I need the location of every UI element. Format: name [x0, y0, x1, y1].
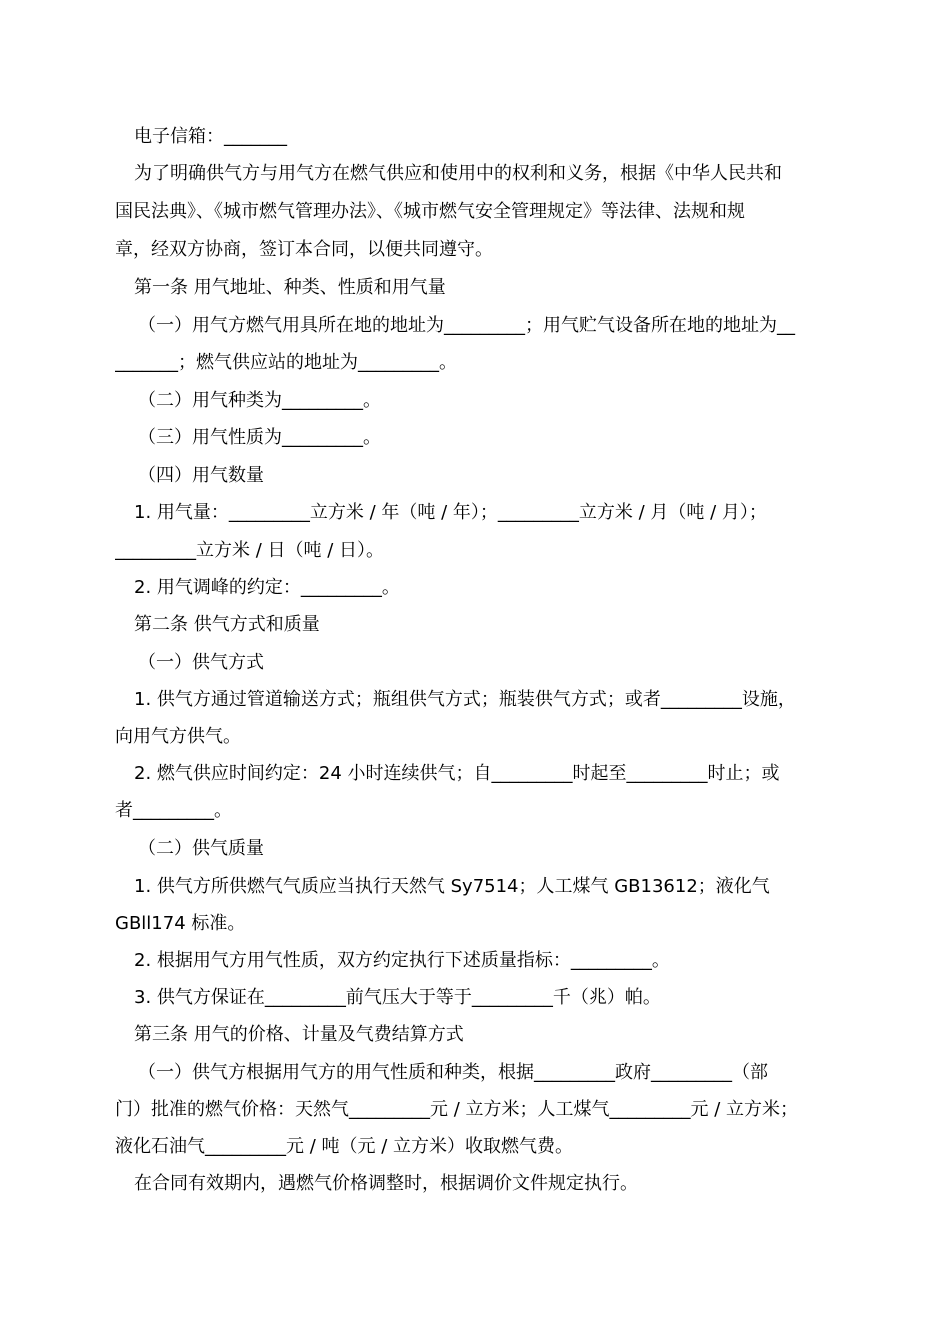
preamble-line-3: 章，经双方协商，签订本合同，以便共同遵守。 [115, 239, 493, 260]
clause-line: （三）用气性质为_________。 [138, 427, 381, 448]
clause-line: _________立方米 / 日（吨 / 日）。 [115, 540, 385, 561]
clause-line: 在合同有效期内，遇燃气价格调整时，根据调价文件规定执行。 [134, 1173, 638, 1194]
clause-line: 向用气方供气。 [115, 726, 241, 747]
clause-line: （一）用气方燃气用具所在地的地址为_________；用气贮气设备所在地的地址为__ [138, 315, 795, 336]
clause-line: （一）供气方式 [138, 652, 264, 673]
clause-line: （一）供气方根据用气方的用气性质和种类，根据_________政府_________（部 [138, 1062, 768, 1083]
clause-line: 3. 供气方保证在_________前气压大于等于_________千（兆）帕。 [134, 987, 661, 1008]
clause-line: 1. 供气方通过管道输送方式；瓶组供气方式；瓶装供气方式；或者_________设施， [134, 689, 796, 710]
article-2-heading: 第二条 供气方式和质量 [134, 614, 320, 635]
clause-line: （四）用气数量 [138, 465, 264, 486]
clause-line: GBll174 标准。 [115, 913, 246, 934]
article-3-heading: 第三条 用气的价格、计量及气费结算方式 [134, 1024, 464, 1045]
email-line: 电子信箱：_______ [134, 126, 287, 147]
clause-line: 1. 供气方所供燃气气质应当执行天然气 Sy7514；人工煤气 GB13612；液化气 [134, 876, 770, 897]
clause-line: 2. 燃气供应时间约定：24 小时连续供气；自_________时起至_________时止；或 [134, 763, 780, 784]
clause-line: 者_________。 [115, 800, 232, 821]
clause-line: _______；燃气供应站的地址为_________。 [115, 352, 457, 373]
clause-line: 2. 用气调峰的约定：_________。 [134, 577, 400, 598]
clause-line: 液化石油气_________元 / 吨（元 / 立方米）收取燃气费。 [115, 1136, 574, 1157]
clause-line: 1. 用气量：_________立方米 / 年（吨 / 年）；_________立方米 / 月（吨 / 月）； [134, 502, 767, 523]
clause-line: 门）批准的燃气价格：天然气_________元 / 立方米；人工煤气_________元 / 立方米； [115, 1099, 799, 1120]
article-1-heading: 第一条 用气地址、种类、性质和用气量 [134, 277, 446, 298]
clause-line: 2. 根据用气方用气性质，双方约定执行下述质量指标：_________。 [134, 950, 670, 971]
clause-line: （二）用气种类为_________。 [138, 390, 381, 411]
clause-line: （二）供气质量 [138, 838, 264, 859]
preamble-line-1: 为了明确供气方与用气方在燃气供应和使用中的权利和义务，根据《中华人民共和 [134, 163, 782, 184]
preamble-line-2: 国民法典》、《城市燃气管理办法》、《城市燃气安全管理规定》等法律、法规和规 [115, 201, 745, 222]
